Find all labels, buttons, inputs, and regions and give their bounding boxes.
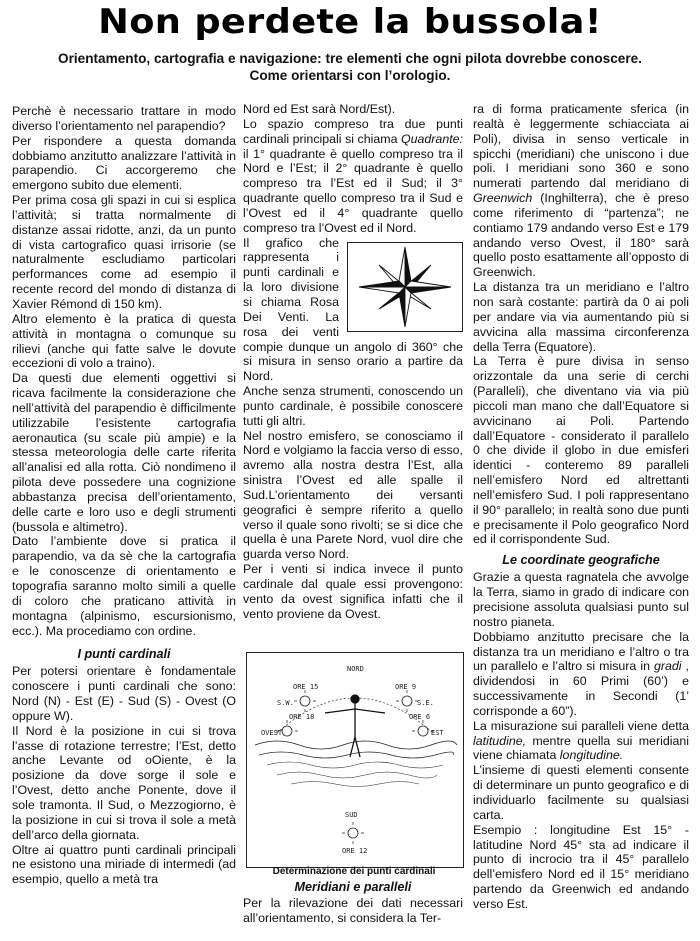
section-heading-coordinate: Le coordinate geografiche [502,553,660,568]
paragraph: Oltre ai quattro punti cardinali principali ne esistono una miriade di intermedi (ad esempio, quello a metà tra [12,842,236,887]
emphasis-gradi: gradi [653,659,682,674]
label-ovest: OVEST [261,729,283,737]
label-sw: S.W. [277,699,294,707]
text-run: ra di forma praticamente sferica (in realtà è leggermente schiacciata ai Poli), divisa in senso verticale in spicchi (meridiani) che uniscono i due poli. I meridiani sono 360 e sono numerati partendo dal meridiano di [473,102,689,191]
paragraph: Per potersi orientare è fondamentale conoscere i punti cardinali che sono: Nord (N) - Est (E) - Sud (S) - Ovest (O oppure W). [12,664,236,723]
label-ore9: ORE 9 [395,683,417,691]
sun-icon-ore9 [396,690,418,712]
column-3 [473,102,689,912]
paragraph [473,102,689,280]
paragraph: Per i venti si indica invece il punto cardinale dal quale essi provengono: vento da ovest significa infatti che il vento proviene da Ovest. [243,562,463,621]
figure-caption: Determinazione dei punti cardinali [272,866,436,877]
paragraph: Da questi due elementi oggettivi si ricava facilmente la considerazione che nell’attività del parapendio è difficilmente utilizzabile l’esistente cartografia aeronautica (su scale più ampie) e la stessa meteorologia delle carte riferita all’analisi ed alla rotta. Ciò nondimeno il pilota deve possedere una cognizione abbastanza precisa dell’orientamento, delle carte e loro uso e degli strumenti (bussola e altimetro). [12,371,236,534]
paragraph: L’insieme di questi elementi consente di determinare un punto geografico e di individuarlo facilmente su qualsiasi carta. [473,763,689,822]
paragraph: Grazie a questa ragnatela che avvolge la Terra, siamo in grado di indicare con precisione assoluta qualsiasi punto sul nostro pianeta. [473,570,689,629]
label-ore6: ORE 6 [409,713,431,721]
cardinal-points-illustration [246,652,464,868]
paragraph: Esempio : longitudine Est 15° - latitudine Nord 45° sta ad indicare il punto di incrocio tra il 45° parallelo dell’emisfero Nord ed il 15° meridiano partendo da Greenwich ed andando verso Est. [473,822,689,911]
section-heading-meridiani: Meridiani e paralleli [294,880,412,894]
paragraph: La distanza tra un meridiano e l’altro non sarà costante: partirà da 0 ai poli per andare via via aumentando più si avvicina alla massima circonferenza della Terra (Equatore). [473,280,689,354]
paragraph: Nel nostro emisfero, se conosciamo il Nord e volgiamo la faccia verso di esso, avremo alla nostra destra l’Est, alla sinistra l’Ovest ed alle spalle il Sud.L’orientamento dei versanti geografici è sempre riferito a quello verso il quale sono rivolti; se si dice che quella è una Parete Nord, vuol dire che guarda verso Nord. [243,428,463,562]
paragraph [243,117,463,236]
text-run: (Inghilterra), che è preso come riferimento di “partenza”; ne contiamo 179 andando verso Est e 179 andando verso Ovest, il 180° sarà quello posto esattamente all’opposto di Greenwich. [473,191,689,280]
text-run: , dividendosi in 60 Primi (60’) e successivamente in Secondi (1’ corrisponde a 60”). [473,659,689,718]
paragraph: Per la rilevazione dei dati necessari all’orientamento, si considera la Ter- [243,895,463,925]
compass-rose-figure [347,242,463,332]
emphasis-greenwich: Greenwich [473,191,533,206]
article-subtitle: Orientamento, cartografia e navigazione: tre elementi che ogni pilota dovrebbe conoscere. Come orientarsi con l’orologio. [58,51,642,83]
article-title: Non perdete la bussola! [98,2,602,42]
person-sun-diagram [247,653,463,867]
emphasis-quadrante: Quadrante: [401,131,463,146]
column-1 [12,104,236,887]
paragraph [473,630,689,719]
sun-icon-ore12 [342,822,364,844]
paragraph: Altro elemento è la pratica di questa attività in montagna o comunque su rilievi (anche qui fatte salve le dovute eccezioni di volo a traino). [12,311,236,371]
emphasis-longitudine: longitudine. [559,748,624,763]
emphasis-latitudine: latitudine, [473,733,527,748]
rosa-dei-venti-block [243,236,463,384]
paragraph: Perchè è necessario trattare in modo diverso l’orientamento nel parapendio? [12,104,236,133]
paragraph: Il Nord è la posizione in cui si trova l’asse di rotazione terrestre; l’Est, detto anche Levante od oOiente, è la posizione da dove sorge il sole e l’Ovest, detto anche Ponente, dove il sole tramonta. Il Sud, o Mezzogiorno, è la posizione in cui si trova il sole a metà dell’arco della giornata. [12,723,236,842]
paragraph [473,719,689,764]
text-run: Dobbiamo anzitutto precisare che la distanza tra un meridiano e l’altro o tra un parallelo e l’altro si misura in [473,629,689,674]
label-se: S.E. [417,699,434,707]
sun-icon-ore15 [294,690,316,712]
paragraph: Per prima cosa gli spazi in cui si esplica l’attività; si tratta normalmente di distanze assai ridotte, anzi, da un punto di vista cartografico quasi irrisorie (se naturalmente escludiamo particolari performances come ad esempio il recente record del mondo di distanza di Xavier Rémond di 150 km). [12,193,236,311]
section-heading-punti-cardinali: I punti cardinali [77,647,171,662]
column-2 [243,102,463,622]
text-run: mentre quella sui meridiani viene chiamata [473,733,689,763]
label-est: EST [431,729,444,737]
paragraph: Per rispondere a questa domanda dobbiamo anzitutto analizzare l’attività in parapendio. Ci accorgeremo che emergono subito due elementi. [12,133,236,193]
label-ore18: ORE 18 [289,713,315,721]
text-run: il 1° quadrante è quello compreso tra il Nord e l’Est; il 2° quadrante è quello compreso tra l’Est ed il Sud; il 3° quadrante quello compreso tra il Sud e l’Ovest ed il 4° quadrante quello compreso tra l’Ovest ed il Nord. [243,146,463,235]
paragraph: Anche senza strumenti, conoscendo un punto cardinale, è possibile conoscere tutti gli altri. [243,384,463,428]
label-nord: NORD [347,665,364,673]
label-sud: SUD [345,811,358,819]
paragraph: La Terra è pure divisa in senso orizzontale da una serie di cerchi (Paralleli), che diventano via via più piccoli man mano che dall’Equatore si avvicinano ai Poli. Partendo dall’Equatore - considerato il parallelo 0 che divide il globo in due emisferi identici - conteremo 89 paralleli nell’emisfero Nord ed altrettanti nell’emisfero Sud. I poli rappresentano il 90° parallelo; in realtà sono due punti e precisamente il Polo geografico Nord ed il corrispondente Sud. [473,354,689,547]
label-ore12: ORE 12 [342,847,368,855]
compass-rose-icon [348,243,462,331]
label-ore15: ORE 15 [293,683,319,691]
text-run: La misurazione sui paralleli viene detta [473,718,689,733]
text-run: Lo spazio compreso tra due punti cardinali principali si chiama [243,116,463,146]
column-2-bottom [243,880,463,926]
paragraph: Dato l’ambiente dove si pratica il parapendio, va da sè che la cartografia e le conoscenze di orientamento e topografia saranno molto simili a quelle di coloro che praticano attività in montagna (alpinismo, escursionismo, ecc.). Ma procediamo con ordine. [12,534,236,638]
paragraph: Il grafico che rappresenta i punti cardinali e la loro divisione si chiama Rosa Dei Venti. La rosa dei venti compie dunque un angolo di 360° che si misura in senso orario a partire da Nord. [243,235,463,384]
paragraph: Nord ed Est sarà Nord/Est). [243,102,396,116]
